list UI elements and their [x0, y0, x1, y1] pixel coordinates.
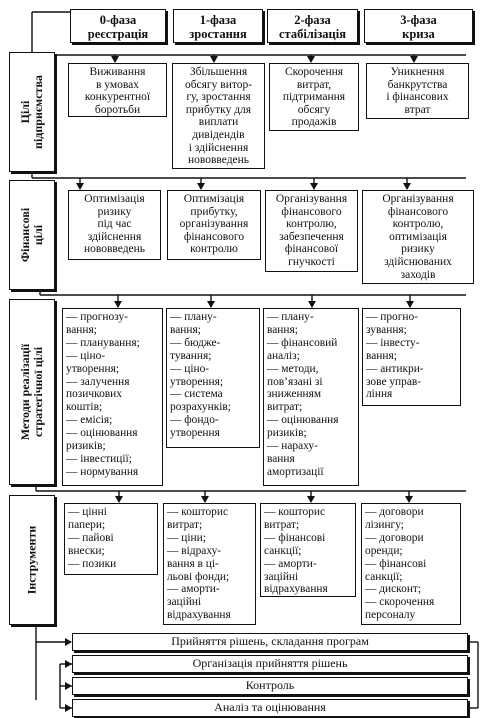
- methods-cell-phase-2: — плану- вання; — фінансовий аналіз; — методи, пов’язані зі зниженням витрат; — оцінювання ризиків; — нараху- вання амортизації: [263, 308, 359, 486]
- phase-header-title: 2-фаза: [294, 13, 331, 27]
- arrow-head-down: [405, 496, 413, 503]
- arrow-head-down: [307, 496, 315, 503]
- arrow-head-right: [65, 638, 72, 646]
- phase-header-3: [364, 9, 473, 43]
- arrow-head-right: [65, 704, 72, 712]
- phase-header-title: 0-фаза: [99, 13, 137, 27]
- goal-cell-phase-3: Уникнення банкрутства і фінансових втрат: [366, 63, 469, 119]
- arrow-head-down: [410, 56, 418, 63]
- arrow-head-right: [65, 682, 72, 690]
- row-label-instruments: Інструменти: [9, 495, 55, 625]
- financial-goal-cell-phase-2: Організування фінансового контролю, забезпечення фінансової гнучкості: [265, 190, 358, 272]
- arrow-head-down: [115, 496, 123, 503]
- phase-header-2: [267, 9, 358, 43]
- arrow-head-down: [76, 183, 84, 190]
- arrow-head-down: [197, 183, 205, 190]
- stage-organization: Організація прийняття рішень: [72, 655, 468, 673]
- methods-cell-phase-3: — прогно- зування; — інвесту- вання; — антикри- зове управ- ління: [362, 308, 461, 406]
- phase-header-subtitle: стабілізація: [278, 27, 346, 41]
- methods-cell-phase-0: — прогнозу- вання; — планування; — ціно- утворення; — залучення позичкових коштів; — емісія; — оцінювання ризиків; — інвестиції; — нормування: [62, 308, 163, 486]
- arrow-head-down: [307, 56, 315, 63]
- arrow-head-down: [111, 56, 119, 63]
- stage-analysis: Аналіз та оцінювання: [72, 699, 468, 717]
- stage-control: Контроль: [72, 677, 468, 695]
- goal-cell-phase-2: Скорочення витрат, підтримання обсягу продажів: [269, 63, 359, 131]
- arrow-head-down: [406, 301, 414, 308]
- instruments-cell-phase-3: — договори лізингу; — договори оренди; — фінансові санкції; — дисконт; — скорочення персоналу: [361, 503, 461, 625]
- instruments-cell-phase-1: — кошторис витрат; — ціни; — відраху- вання в ці- льові фонди; — аморти- заційні відрахування: [163, 503, 256, 625]
- financial-goal-cell-phase-3: Організування фінансового контролю, оптимізація ризику здійснюваних заходів: [362, 190, 474, 284]
- phase-header-title: 1-фаза: [199, 13, 237, 27]
- financial-goal-cell-phase-1: Оптимізація прибутку, організування фінансового контролю: [167, 190, 261, 260]
- phase-header-title: 3-фаза: [400, 13, 437, 27]
- row-label-enterprise-goals: Цілі підприємства: [9, 52, 55, 172]
- arrow-head-down: [210, 56, 218, 63]
- phase-header-subtitle: реєстрація: [87, 27, 149, 41]
- goal-cell-phase-1: Збільшення обсягу витор- гу, зростання прибутку для виплати дивідендів і здійснення нововведень: [172, 63, 265, 169]
- arrow-head-down: [308, 301, 316, 308]
- instruments-cell-phase-2: — кошторис витрат; — фінансові санкції; — аморти- заційні відрахування: [260, 503, 356, 597]
- arrow-head-down: [207, 301, 215, 308]
- instruments-cell-phase-0: — цінні папери; — пайові внески; — позики: [64, 503, 158, 575]
- phase-header-1: [173, 9, 263, 43]
- stage-decision-making: Прийняття рішень, складання програм: [72, 633, 468, 651]
- row-label-implementation-methods: Методи реалізації стратегічної цілі: [9, 299, 55, 485]
- arrow-head-down: [310, 183, 318, 190]
- phase-header-0: [70, 9, 166, 43]
- arrow-head-down: [403, 183, 411, 190]
- arrow-head-down: [114, 301, 122, 308]
- row-label-financial-goals: Фінансові цілі: [9, 180, 55, 290]
- phase-header-subtitle: криза: [402, 27, 435, 41]
- arrow-head-right: [65, 660, 72, 668]
- arrow-head-down: [201, 496, 209, 503]
- goal-cell-phase-0: Виживання в умовах конкурентної боротьби: [68, 63, 167, 117]
- financial-goal-cell-phase-0: Оптимізація ризику під час здійснення нововведень: [68, 190, 161, 260]
- methods-cell-phase-1: — плану- вання; — бюдже- тування; — ціно- утворення; — система розрахунків; — фондо- утворення: [166, 308, 260, 448]
- phase-header-subtitle: зростання: [189, 27, 247, 41]
